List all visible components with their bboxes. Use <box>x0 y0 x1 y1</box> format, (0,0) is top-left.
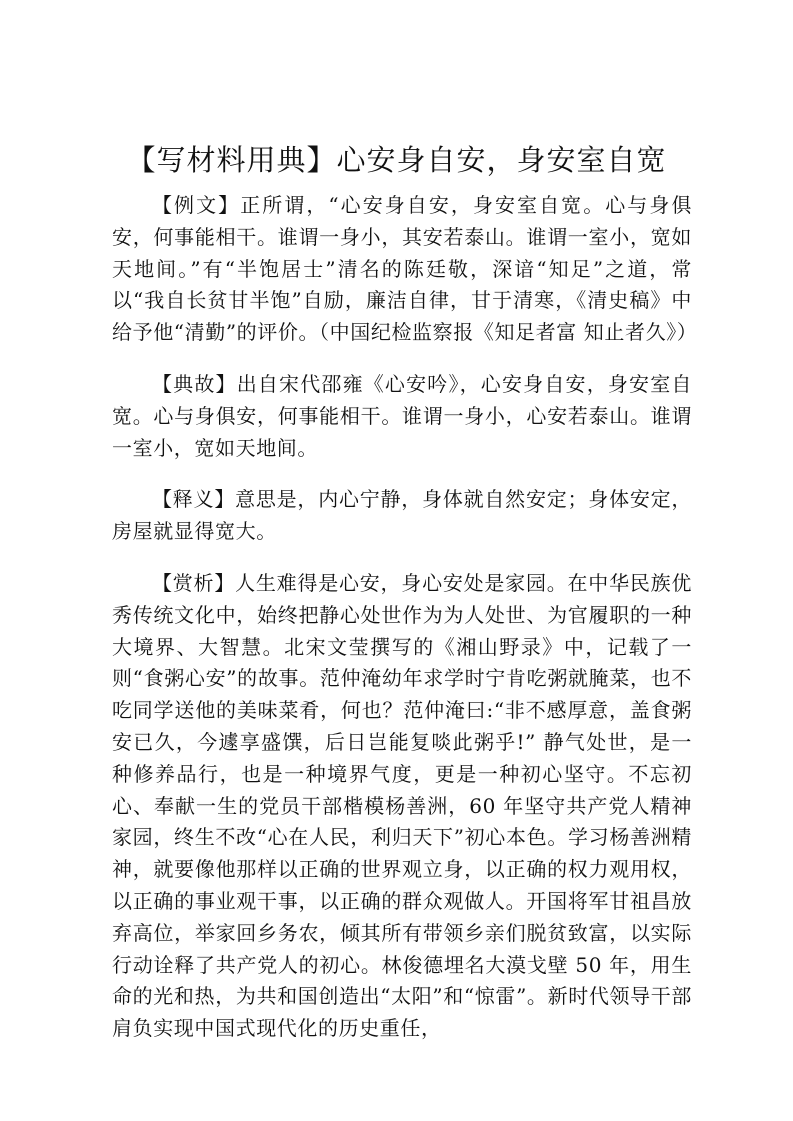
paragraph-allusion: 【典故】出自宋代邵雍《心安吟》，心安身自安，身安室自宽。心与身俱安，何事能相干。谁谓一身小，心安若泰山。谁谓一室小，宽如天地间。 <box>112 371 692 460</box>
document-body <box>112 190 698 1065</box>
paragraph-example: 【例文】正所谓，“心安身自安，身安室自宽。心与身俱安，何事能相干。谁谓一身小，其安若泰山。谁谓一室小，宽如天地间。”有“半饱居士”清名的陈廷敬，深谙“知足”之道，常以“我自长贫甘半饱”自励，廉洁自律，甘于清寒，《清史稿》中给予他“清勤”的评价。（中国纪检监察报《知足者富 知止者久》） <box>112 193 698 345</box>
paragraph-meaning: 【释义】意思是，内心宁静，身体就自然安定；身体安定，房屋就显得宽大。 <box>112 487 692 544</box>
document-title: 【写材料用典】心安身自安，身安室自宽 <box>126 143 667 177</box>
paragraph-analysis: 【赏析】人生难得是心安，身心安处是家园。在中华民族优秀传统文化中，始终把静心处世作为为人处世、为官履职的一种大境界、大智慧。北宋文莹撰写的《湘山野录》中，记载了一则“食粥心安”的故事。范仲淹幼年求学时宁肯吃粥就腌菜，也不吃同学送他的美味菜肴，何也？范仲淹曰:“非不感厚意，盖食粥安已久，今遽享盛馔，后日岂能复啖此粥乎!” 静气处世，是一种修养品行，也是一种境界气度，更是一种初心坚守。不忘初心、奉献一生的党员干部楷模杨善洲，60 年坚守共产党人精神家园，终生不改“心在人民，利归天下”初心本色。学习杨善洲精神，就要像他那样以正确的世界观立身，以正确的权力观用权，以正确的事业观干事，以正确的群众观做人。开国将军甘祖昌放弃高位，举家回乡务农，倾其所有带领乡亲们脱贫致富，以实际行动诠释了共产党人的初心。林俊德埋名大漠戈壁 50 年，用生命的光和热，为共和国创造出“太阳”和“惊雷”。新时代领导干部肩负实现中国式现代化的历史重任， <box>112 570 692 1041</box>
